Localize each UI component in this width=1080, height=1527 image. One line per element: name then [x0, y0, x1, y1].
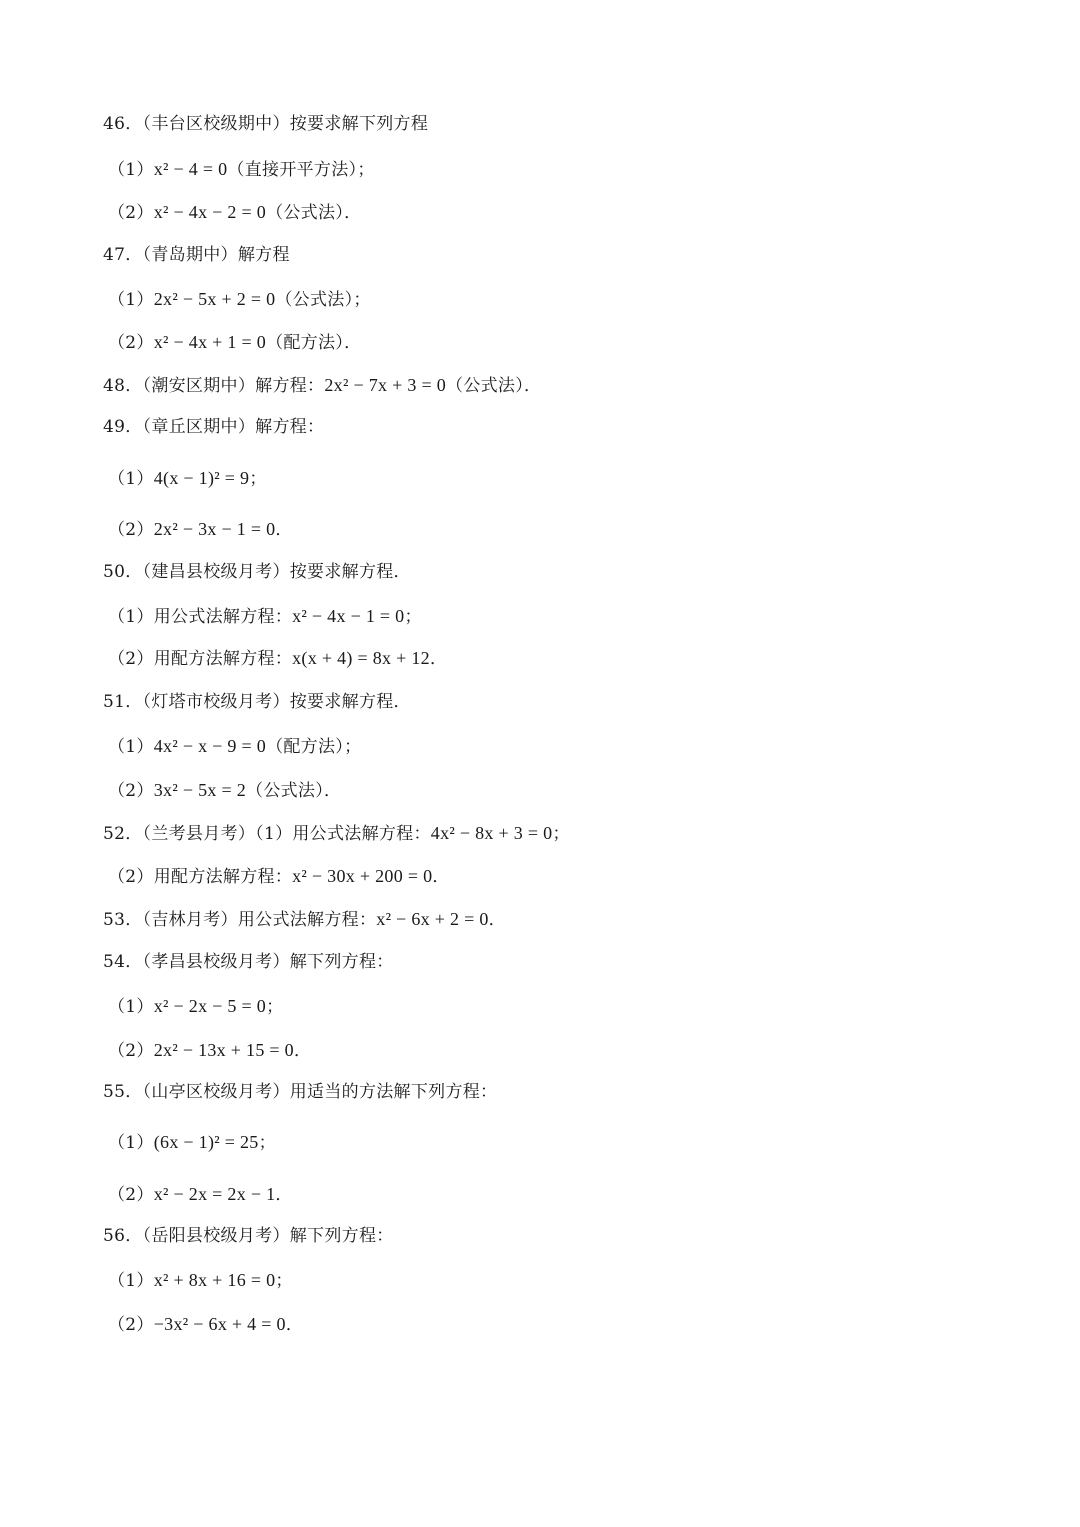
- part-label: （1）: [108, 290, 154, 310]
- equation: x² − 4x + 1 = 0: [153, 332, 267, 352]
- equation: x² − 4x − 2 = 0: [153, 202, 267, 222]
- problem-49-part-1: [108, 466, 267, 491]
- problem-51-heading: [103, 690, 411, 714]
- part-label: （2）: [108, 520, 154, 540]
- equation: x² − 30x + 200 = 0: [292, 866, 433, 886]
- problem-number: 52．: [103, 824, 143, 844]
- problem-52-part-2: [108, 864, 450, 889]
- problem-54-heading: [103, 950, 394, 974]
- problem-49-part-2: [108, 517, 293, 542]
- part-note: ．: [285, 1315, 304, 1335]
- problem-source: （兰考县月考）: [142, 824, 256, 844]
- part-note: ．: [432, 867, 450, 887]
- problem-number: 51．: [103, 692, 143, 712]
- equation: x(x + 4) = 8x + 12: [292, 648, 430, 668]
- equation: x² − 2x = 2x − 1: [153, 1184, 276, 1204]
- part-note: ；: [249, 469, 267, 489]
- part-note: （公式法）．: [266, 203, 362, 223]
- equation: x² − 6x + 2 = 0: [376, 909, 489, 929]
- equation: 4x² − x − 9 = 0: [153, 736, 267, 756]
- problem-56-part-1: [108, 1268, 293, 1293]
- part-note: ．: [488, 910, 506, 930]
- problem-46-part-1: [108, 157, 375, 182]
- part-text: 用配方法解方程：: [153, 867, 293, 887]
- problem-prompt: （1）用公式法解方程：: [255, 824, 431, 844]
- problem-source: （岳阳县校级月考）: [142, 1226, 290, 1246]
- part-note: ．: [293, 1041, 312, 1061]
- problem-prompt: 解方程: [237, 245, 290, 265]
- equation: 2x² − 3x − 1 = 0: [153, 519, 276, 539]
- part-note: ；: [275, 1271, 293, 1291]
- part-label: （2）: [108, 867, 154, 887]
- equation: 3x² − 5x = 2: [153, 780, 247, 800]
- problem-50-heading: [103, 560, 411, 584]
- problem-prompt: 用适当的方法解下列方程：: [289, 1082, 498, 1102]
- part-note: （配方法）；: [266, 737, 362, 757]
- part-label: （2）: [108, 649, 154, 669]
- problem-56-part-2: [108, 1312, 303, 1337]
- part-note: （公式法）．: [446, 376, 542, 396]
- problem-number: 46．: [103, 114, 143, 134]
- part-label: （2）: [108, 203, 154, 223]
- problem-47-part-2: [108, 330, 361, 355]
- equation: x² − 4x − 1 = 0: [292, 606, 405, 626]
- part-label: （1）: [108, 607, 154, 627]
- part-note: ；: [258, 1133, 276, 1153]
- problem-51-part-1: [108, 734, 361, 759]
- part-note: ；: [404, 607, 422, 627]
- part-label: （2）: [108, 781, 154, 801]
- equation: 4(x − 1)² = 9: [153, 468, 250, 488]
- part-note: ．: [275, 1185, 293, 1205]
- problem-prompt: 解方程：: [255, 376, 325, 396]
- problem-source: （丰台区校级期中）: [142, 114, 290, 134]
- problem-49-heading: [103, 415, 324, 439]
- problem-number: 54．: [103, 952, 143, 972]
- problem-number: 47．: [103, 245, 143, 265]
- problem-48-heading: [103, 373, 541, 398]
- problem-55-part-2: [108, 1182, 293, 1207]
- equation: −3x² − 6x + 4 = 0: [153, 1314, 286, 1334]
- part-note: ．: [429, 649, 448, 669]
- problem-number: 56．: [103, 1226, 143, 1246]
- problem-prompt: 解下列方程：: [289, 1226, 394, 1246]
- part-text: 用公式法解方程：: [153, 607, 293, 627]
- problem-number: 50．: [103, 562, 143, 582]
- problem-number: 49．: [103, 417, 143, 437]
- part-note: （配方法）．: [266, 333, 362, 353]
- part-label: （1）: [108, 997, 154, 1017]
- part-label: （1）: [108, 469, 154, 489]
- part-label: （2）: [108, 1041, 154, 1061]
- problem-prompt: 按要求解方程．: [289, 692, 411, 712]
- problem-prompt: 用公式法解方程：: [237, 910, 377, 930]
- part-note: （公式法）．: [246, 781, 342, 801]
- problem-53-heading: [103, 907, 506, 932]
- part-note: ．: [275, 520, 293, 540]
- problem-47-part-1: [108, 287, 371, 312]
- part-label: （1）: [108, 1271, 154, 1291]
- equation: x² + 8x + 16 = 0: [153, 1270, 276, 1290]
- problem-50-part-2: [108, 646, 447, 671]
- problem-prompt: 按要求解方程．: [289, 562, 411, 582]
- part-note: （公式法）；: [275, 290, 371, 310]
- problem-number: 55．: [103, 1082, 143, 1102]
- problem-source: （章丘区期中）: [142, 417, 256, 437]
- problem-55-part-1: [108, 1130, 276, 1155]
- part-label: （1）: [108, 160, 154, 180]
- part-note: ；: [266, 997, 284, 1017]
- problem-source: （灯塔市校级月考）: [142, 692, 290, 712]
- equation: (6x − 1)² = 25: [153, 1132, 259, 1152]
- problem-prompt: 解方程：: [255, 417, 325, 437]
- part-label: （2）: [108, 333, 154, 353]
- problem-prompt: 解下列方程：: [289, 952, 394, 972]
- problem-54-part-1: [108, 994, 283, 1019]
- problem-51-part-2: [108, 778, 341, 803]
- problem-source: （青岛期中）: [142, 245, 238, 265]
- part-note: （直接开平方法）；: [227, 160, 375, 180]
- problem-source: （山亭区校级月考）: [142, 1082, 290, 1102]
- problem-50-part-1: [108, 604, 422, 629]
- problem-source: （建昌县校级月考）: [142, 562, 290, 582]
- problem-number: 48．: [103, 376, 143, 396]
- equation: 2x² − 7x + 3 = 0: [324, 375, 447, 395]
- problem-54-part-2: [108, 1038, 311, 1063]
- equation: x² − 4 = 0: [153, 159, 228, 179]
- problem-46-part-2: [108, 200, 361, 225]
- problem-46-heading: [103, 112, 428, 136]
- problem-55-heading: [103, 1080, 497, 1104]
- equation: 2x² − 5x + 2 = 0: [153, 289, 276, 309]
- equation: x² − 2x − 5 = 0: [153, 996, 267, 1016]
- equation: 4x² − 8x + 3 = 0: [430, 823, 553, 843]
- problem-number: 53．: [103, 910, 143, 930]
- problem-source: （潮安区期中）: [142, 376, 256, 396]
- part-text: 用配方法解方程：: [153, 649, 293, 669]
- problem-prompt: 按要求解下列方程: [289, 114, 429, 134]
- part-label: （1）: [108, 1133, 154, 1153]
- part-label: （1）: [108, 737, 154, 757]
- problem-52-heading: [103, 821, 570, 846]
- equation: 2x² − 13x + 15 = 0: [153, 1040, 294, 1060]
- part-label: （2）: [108, 1185, 154, 1205]
- problem-47-heading: [103, 243, 290, 267]
- problem-source: （吉林月考）: [142, 910, 238, 930]
- problem-source: （孝昌县校级月考）: [142, 952, 290, 972]
- part-label: （2）: [108, 1315, 154, 1335]
- problem-56-heading: [103, 1224, 394, 1248]
- part-note: ；: [552, 824, 570, 844]
